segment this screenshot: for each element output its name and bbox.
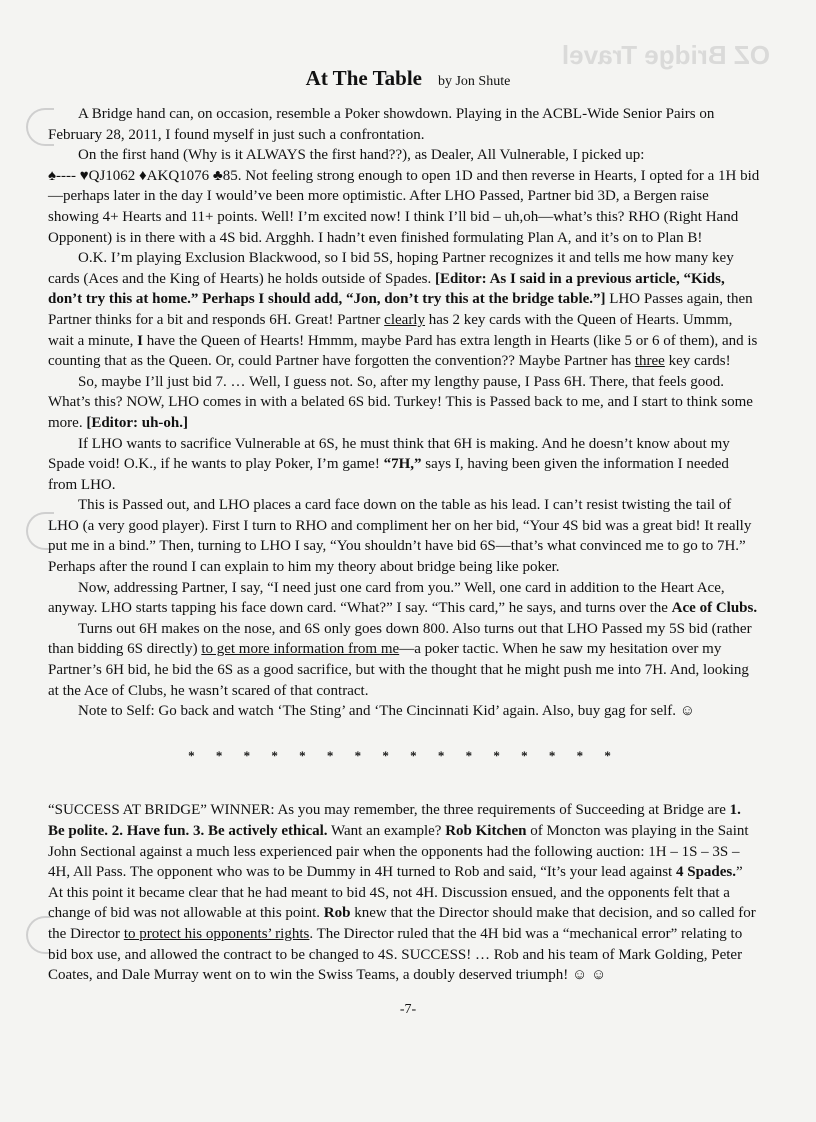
paragraph-text: has 2 key cards with the Queen of Hearts. Ummm, wait a minute, bbox=[48, 311, 733, 349]
underlined-text: to get more information from me bbox=[201, 641, 400, 658]
bold-text: Rob bbox=[323, 905, 351, 922]
paragraph-text: This is Passed out, and LHO places a card face down on the table as his lead. I can’t resist twisting the tail of LHO (a very good player). First I turn to RHO and compliment her on her bid, “Your 4S bid was a great bid! It really put me in a bind.” Then, turning to LHO I say, “You shouldn’t have bid 6S—that’s what convinced me to go to 7H.” Perhaps after the round I can explain to him my theory about bridge being like poker. bbox=[48, 497, 752, 576]
paragraph-text: have the Queen of Hearts! Hmmm, maybe Pard has extra length in Hearts (like 5 or 6 of them), and is counting that as the Queen. Or, could Partner have forgotten the convention?? Maybe Partner has bbox=[48, 332, 758, 370]
bold-text: 4 Spades. bbox=[675, 864, 737, 881]
paragraph-text: If LHO wants to sacrifice Vulnerable at 6S, he must think that 6H is making. And he doesn’t know about my Spade void! O.K., if he wants to play Poker, I’m game! bbox=[48, 435, 730, 473]
paragraph-text: So, maybe I’ll just bid 7. … Well, I guess not. So, after my lengthy pause, I Pass 6H. There, that feels good. What’s this? NOW, LHO comes in with a belated 6S bid. Turkey! This is Passed back to me, and I start to think some more. bbox=[48, 373, 753, 431]
bold-text: 3. Be actively ethical. bbox=[193, 823, 328, 839]
paragraph-text: Note to Self: Go back and watch ‘The Sting’ and ‘The Cincinnati Kid’ again. Also, buy gag for self. ☺ bbox=[78, 703, 696, 720]
paragraph bbox=[48, 578, 760, 619]
article-body bbox=[48, 104, 760, 986]
article-title: At The Table bbox=[305, 66, 422, 90]
paragraph bbox=[48, 434, 760, 496]
paragraph bbox=[48, 495, 760, 577]
paragraph bbox=[48, 248, 760, 372]
paragraph bbox=[48, 372, 760, 434]
paragraph-text: A Bridge hand can, on occasion, resemble a Poker showdown. Playing in the ACBL-Wide Senior Pairs on February 28, 2011, I found myself in just such a confrontation. bbox=[48, 106, 715, 143]
bold-text: “7H,” bbox=[383, 456, 422, 473]
paragraph-text: “SUCCESS AT BRIDGE” WINNER: As you may remember, the three requirements of Succeeding at Bridge are bbox=[48, 802, 730, 819]
paragraph bbox=[48, 145, 760, 166]
paragraph-text: —a poker tactic. When he saw my hesitation over my Partner’s 6H bid, he bid the 6S as a good sacrifice, but with the thought that he might push me into 7H. And, looking at the Ace of Clubs, he wasn’t scared of that contract. bbox=[48, 641, 749, 699]
paragraph-text: knew that the Director should make that decision, and so called for the Director bbox=[48, 905, 756, 942]
bold-text: Rob Kitchen bbox=[445, 823, 527, 839]
bold-text: 2. Have fun. bbox=[111, 823, 190, 839]
paragraph-text: On the first hand (Why is it ALWAYS the first hand??), as Dealer, All Vulnerable, I picked up: bbox=[78, 147, 645, 164]
paragraph-text: Turns out 6H makes on the nose, and 6S only goes down 800. Also turns out that LHO Passed my 5S bid (rather than bidding 6S directly) bbox=[48, 620, 752, 658]
underlined-text: three bbox=[634, 353, 665, 370]
paragraph-text: ” At this point it became clear that he had meant to bid 4S, not 4H. Discussion ensued, and the opponents felt that a change of bid was not allowable at this point. bbox=[48, 864, 743, 922]
paragraph-text: of Moncton was playing in the Saint John Sectional against a much less experienced pair when the opponents had the following auction: 1H – 1S – 3S – 4H, All Pass. The opponent who was to be Dummy in 4H turned to Rob and said, “It’s your lead against bbox=[48, 823, 749, 881]
paragraph-text: key cards! bbox=[664, 353, 731, 370]
article-header bbox=[0, 66, 816, 91]
paragraph-text: LHO Passes again, then Partner thinks for a bit and responds 6H. Great! Partner bbox=[48, 291, 753, 328]
paragraph bbox=[48, 104, 760, 145]
paragraph-text: Want an example? bbox=[327, 823, 446, 839]
page-number: -7- bbox=[399, 1002, 417, 1017]
paragraph-text: says I, having been given the information I needed from LHO. bbox=[48, 456, 729, 493]
paragraph-text: Now, addressing Partner, I say, “I need just one card from you.” Well, one card in addition to the Heart Ace, anyway. LHO starts tapping his face down card. “What?” I say. “This card,” he says, and turns over the bbox=[48, 579, 725, 617]
hand-holding: ♠---- ♥QJ1062 ♦AKQ1076 ♣85. bbox=[48, 167, 242, 184]
paragraph-text: O.K. I’m playing Exclusion Blackwood, so I bid 5S, hoping Partner recognizes it and tells me how many key cards (Aces and the King of Hearts) he holds outside of Spades. bbox=[48, 250, 734, 287]
article-byline: by Jon Shute bbox=[437, 74, 511, 89]
section-divider: * * * * * * * * * * * * * * * * bbox=[188, 747, 620, 763]
paragraph bbox=[48, 800, 760, 985]
paragraph bbox=[48, 166, 760, 248]
editor-note: [Editor: As I said in a previous article, “Kids, don’t try this at home.” Perhaps I should add, “Jon, don’t try this at the bridge table.”] bbox=[48, 270, 725, 308]
bold-text: Ace of Clubs. bbox=[671, 600, 758, 617]
paragraph bbox=[48, 619, 760, 701]
bold-text: 1. Be polite. bbox=[48, 802, 741, 839]
underlined-text: to protect his opponents’ rights bbox=[123, 925, 310, 942]
success-section bbox=[48, 800, 760, 985]
bleed-through-text: OZ Bridge Travel bbox=[561, 40, 770, 70]
paragraph bbox=[48, 701, 760, 722]
paragraph-text: Not feeling strong enough to open 1D and then reverse in Hearts, I opted for a 1H bid—perhaps later in the day I would’ve been more optimistic. After LHO Passed, Partner bid 3D, a Bergen raise showing 4+ Hearts and 11+ points. Well! I’m excited now! I think I’ll bid – uh,oh—what’s this? RHO (Right Hand Opponent) is in there with a 4S bid. Argghh. I hadn’t even finished formulating Plan A, and it’s on to Plan B! bbox=[48, 167, 760, 246]
paragraph-text: . The Director ruled that the 4H bid was a “mechanical error” relating to bid box use, and allowed the contract to be changed to 4S. SUCCESS! … Rob and his team of Mark Golding, Peter Coates, and Dale Murray went on to win the Swiss Teams, a doubly deserved triumph! ☺ ☺ bbox=[48, 925, 743, 984]
bold-text: I bbox=[137, 332, 143, 349]
underlined-text: clearly bbox=[384, 311, 425, 328]
editor-note: [Editor: uh-oh.] bbox=[86, 414, 189, 431]
